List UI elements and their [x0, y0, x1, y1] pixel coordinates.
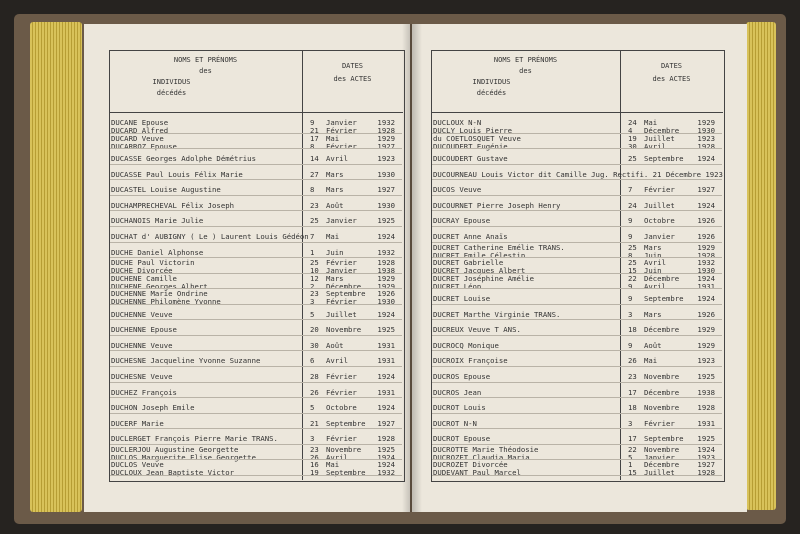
entry-date-day: 3 [310, 297, 315, 307]
entry-date-year: 1931 [697, 418, 715, 428]
header-dates-sub: des ACTES [652, 75, 691, 83]
entry-name: DUCROIX Françoise [433, 356, 508, 366]
entry-date-day: 5 [310, 309, 315, 319]
entry-date-month: Octobre [644, 216, 675, 226]
entry-date-year: 1926 [697, 216, 715, 226]
entry-date-month: Mai [326, 231, 340, 241]
entry-name: DUCOUDERT Gustave [433, 154, 508, 164]
header-names-title: NOMS ET PRÉNOMS [173, 56, 238, 64]
entry-date-day: 7 [628, 185, 633, 195]
entry-date-year: 1931 [697, 281, 715, 291]
entry-date-day: 3 [628, 309, 633, 319]
entry-date-month: Mars [326, 273, 344, 283]
entry-name: DUCRET Catherine Emélie TRANS. [433, 242, 565, 252]
entry-date-day: 5 [310, 403, 315, 413]
entry-date-month: Mai [326, 460, 340, 470]
entry-date-day: 25 [310, 258, 319, 268]
entry-name: DUCRET Emile Célestin [433, 250, 526, 260]
entry-date-year: 1928 [377, 434, 395, 444]
entry-name: DUCROZET Claudia Maria [433, 452, 530, 462]
entry-date-day: 5 [628, 452, 633, 462]
entry-name: DUCHON Joseph Emile [111, 403, 195, 413]
entry-date-year: 1925 [377, 325, 395, 335]
entry-date-month: Novembre [644, 444, 680, 454]
entry-date-month: Septembre [644, 434, 684, 444]
entry-date-day: 7 [310, 231, 315, 241]
entry-date-month: Novembre [326, 325, 362, 335]
entry-date-year: 1924 [697, 444, 715, 454]
entry-date-year: 1932 [377, 118, 395, 127]
entry-date-month: Octobre [326, 403, 357, 413]
entry-date-month: Février [326, 387, 357, 397]
entry-date-year: 1927 [697, 185, 715, 195]
entry-name: DUCLERGET François Pierre Marie TRANS. [111, 434, 278, 444]
entry-date-day: 4 [628, 126, 633, 135]
entry-date-month: Novembre [326, 444, 362, 454]
entry-name: DUCHE Daniel Alphonse [111, 247, 204, 257]
entry-date-year: 1928 [697, 250, 715, 260]
entry-name: DUCROT Louis [433, 403, 486, 413]
entry-date-month: Février [326, 297, 357, 307]
entry-date-year: 1930 [377, 200, 395, 210]
entry-name: DUCHE Paul Victorin [111, 258, 195, 268]
entry-date-month: Mai [644, 118, 658, 127]
entry-name: DUCHENNE Philomène Yvonne [111, 297, 221, 307]
entry-date-day: 17 [310, 133, 319, 143]
header-divider [431, 112, 723, 113]
entry-date-month: Décembre [644, 387, 680, 397]
entry-date-year: 1924 [377, 403, 395, 413]
entry-name: DUCOS Veuve [433, 185, 482, 195]
entry-date-month: Novembre [644, 403, 680, 413]
entry-date-year: 1929 [377, 273, 395, 283]
entry-date-year: 1927 [377, 141, 395, 151]
book-gutter [402, 24, 422, 512]
entry-date-day: 6 [310, 356, 315, 366]
entry-rule [432, 475, 722, 476]
entry-name: DUCHENNE Epouse [111, 325, 177, 335]
entry-name: DUCROTTE Marie Théodosie [433, 444, 539, 454]
entry-date-day: 26 [310, 452, 319, 462]
entry-date-day: 8 [310, 141, 315, 151]
entry-name: DUCROCQ Monique [433, 340, 499, 350]
entry-date-year: 1932 [697, 258, 715, 268]
entry-date-day: 17 [628, 387, 637, 397]
entry-date-month: Septembre [326, 289, 366, 299]
entry-name: DUCASSE Georges Adolphe Démétrius [111, 154, 256, 164]
entry-date-year: 1924 [377, 309, 395, 319]
entry-date-day: 18 [628, 325, 637, 335]
entry-date-month: Décembre [326, 281, 362, 291]
entry-date-day: 22 [628, 444, 637, 454]
entry-date-day: 9 [628, 340, 633, 350]
entry-date-year: 1923 [377, 154, 395, 164]
entry-date-year: 1925 [697, 372, 715, 382]
entry-name: DUCRET Louise [433, 294, 491, 304]
entry-date-day: 14 [310, 154, 319, 164]
entry-date-month: Mars [644, 242, 662, 252]
entry-date-day: 3 [310, 434, 315, 444]
entry-date-year: 1924 [377, 372, 395, 382]
header-divider [109, 112, 403, 113]
entry-date-month: Novembre [644, 372, 680, 382]
entry-date-year: 1924 [697, 273, 715, 283]
entry-name: DUCARD Alfred [111, 126, 169, 135]
entry-date-year: 1932 [377, 468, 395, 478]
entry-date-year: 1929 [697, 325, 715, 335]
entry-name: DUCARROZ Epouse [111, 141, 177, 151]
entry-date-year: 1929 [697, 340, 715, 350]
header-dates-title: DATES [660, 62, 683, 70]
entry-date-day: 23 [310, 200, 319, 210]
entry-date-day: 23 [310, 444, 319, 454]
entry-name: DUCROT N-N [433, 418, 477, 428]
entry-date-month: Mars [644, 309, 662, 319]
entry-date-day: 25 [628, 258, 637, 268]
entry-date-day: 20 [310, 325, 319, 335]
page-edges-left [30, 22, 82, 512]
entry-date-month: Août [326, 340, 344, 350]
entry-name: DUCHANOIS Marie Julie [111, 216, 204, 226]
entry-date-month: Mai [326, 133, 340, 143]
entry-date-year: 1929 [697, 242, 715, 252]
header-names-individus: INDIVIDUS [152, 78, 191, 86]
entry-name: DUCHAMPRECHEVAL Félix Joseph [111, 200, 235, 210]
entry-name: DUCHE Divorcée [111, 266, 173, 276]
entry-date-year: 1928 [697, 403, 715, 413]
entry-name: DUCRET Marthe Virginie TRANS. [433, 309, 561, 319]
entry-name: DUCROS Epouse [433, 372, 491, 382]
entry-date-day: 26 [310, 387, 319, 397]
entry-date-day: 9 [628, 231, 633, 241]
entry-date-year: 1930 [377, 169, 395, 179]
entry-date-year: 1938 [377, 266, 395, 276]
header-names-individus: INDIVIDUS [472, 78, 511, 86]
entry-date-day: 1 [628, 460, 633, 470]
entry-date-year: 1924 [377, 460, 395, 470]
header-names-des: des [199, 67, 212, 75]
entry-name: DUCLY Louis Pierre [433, 126, 513, 135]
entry-date-year: 1925 [697, 434, 715, 444]
entry-name: DUCHEZ François [111, 387, 177, 397]
entry-date-month: Avril [644, 141, 666, 151]
entry-date-day: 9 [628, 281, 633, 291]
entry-date-day: 19 [628, 133, 637, 143]
entry-name: DUCHENE Camille [111, 273, 177, 283]
entry-name: DUCHENE Georges Albert [111, 281, 208, 291]
entry-date-day: 26 [628, 356, 637, 366]
entry-date-month: Février [326, 258, 357, 268]
entry-name: DUCROT Epouse [433, 434, 491, 444]
entry-name: DUCLOUX Jean Baptiste Victor [111, 468, 235, 478]
entry-date-year: 1928 [377, 126, 395, 135]
entry-date-month: Février [326, 434, 357, 444]
entry-date-month: Décembre [644, 325, 680, 335]
entry-date-year: 1924 [697, 200, 715, 210]
entry-date-year: 1925 [377, 216, 395, 226]
entry-name: DUCHENNE Marie Ondrine [111, 289, 208, 299]
entry-date-month: Janvier [326, 266, 357, 276]
entry-date-year: 1925 [377, 444, 395, 454]
entry-date-month: Mars [326, 169, 344, 179]
entry-name: DUCLOS Marguerite Elise Georgette [111, 452, 256, 462]
entry-date-month: Avril [326, 356, 348, 366]
entry-date-year: 1932 [377, 247, 395, 257]
entry-date-day: 9 [628, 294, 633, 304]
entry-name: DUCHAT d' AUBIGNY ( Le ) Laurent Louis Gédéon [111, 231, 309, 241]
entry-date-day: 17 [628, 434, 637, 444]
entry-name: DUCASTEL Louise Augustine [111, 185, 221, 195]
entry-date-month: Avril [326, 452, 348, 462]
entry-name: DUCRET Gabrielle [433, 258, 504, 268]
header-names-decedes: décédés [476, 89, 507, 97]
entry-date-year: 1926 [697, 309, 715, 319]
entry-date-day: 8 [628, 250, 633, 260]
entry-date-month: Juillet [326, 309, 357, 319]
entry-date-year: 1927 [377, 185, 395, 195]
header-dates-title: DATES [341, 62, 364, 70]
entry-date-day: 15 [628, 266, 637, 276]
entry-name: DUDEVANT Paul Marcel [433, 468, 521, 478]
entry-date-month: Janvier [644, 452, 675, 462]
entry-date-year: 1924 [377, 231, 395, 241]
entry-name: DUCASSE Paul Louis Félix Marie [111, 169, 243, 179]
entry-date-month: Juillet [644, 133, 675, 143]
entry-date-month: Février [326, 372, 357, 382]
entry-date-year: 1926 [697, 231, 715, 241]
entry-date-year: 1923 [697, 452, 715, 462]
entry-date-year: 1927 [697, 460, 715, 470]
entry-date-year: 1923 [697, 356, 715, 366]
entry-date-year: 1931 [377, 387, 395, 397]
entry-date-day: 19 [310, 468, 319, 478]
entry-date-month: Août [644, 340, 662, 350]
entry-date-month: Décembre [644, 460, 680, 470]
entry-name: DUCREUX Veuve T ANS. [433, 325, 521, 335]
entry-name: DUCOUDERT Eugénie [433, 141, 508, 151]
entry-date-day: 9 [628, 216, 633, 226]
entry-date-day: 23 [310, 289, 319, 299]
entry-date-month: Février [644, 185, 675, 195]
entry-date-day: 2 [310, 281, 315, 291]
entry-date-year: 1929 [377, 281, 395, 291]
header-names-title: NOMS ET PRÉNOMS [493, 56, 558, 64]
entry-date-day: 22 [628, 273, 637, 283]
entry-date-day: 8 [310, 185, 315, 195]
entry-name: DUCRET Anne Anaïs [433, 231, 508, 241]
entry-name: DUCHESNE Veuve [111, 372, 173, 382]
entry-date-month: Février [326, 141, 357, 151]
entry-name: DUCLERJOU Augustine Georgette [111, 444, 239, 454]
entry-date-day: 23 [628, 372, 637, 382]
entry-name: DUCHENNE Veuve [111, 309, 173, 319]
entry-name: DUCRAY Epouse [433, 216, 491, 226]
entry-date-year: 1931 [377, 356, 395, 366]
entry-date-day: 12 [310, 273, 319, 283]
entry-date-year: 1930 [697, 126, 715, 135]
entry-date-year: 1923 [697, 133, 715, 143]
entry-name: DUCROZET Divorcée [433, 460, 508, 470]
entry-date-month: Avril [326, 154, 348, 164]
entry-date-month: Janvier [326, 216, 357, 226]
entry-date-month: Septembre [644, 294, 684, 304]
entry-date-month: Avril [644, 258, 666, 268]
entry-date-day: 28 [310, 372, 319, 382]
entry-date-day: 30 [310, 340, 319, 350]
entry-name: DUCARD Veuve [111, 133, 164, 143]
entry-name: DUCOURNET Pierre Joseph Henry [433, 200, 561, 210]
entry-date-month: Février [326, 126, 357, 135]
entry-name: DUCLOUX N-N [433, 118, 482, 127]
entry-date-day: 24 [628, 118, 637, 127]
entry-date-month: Août [326, 200, 344, 210]
entry-date-month: Juillet [644, 200, 675, 210]
entry-date-year: 1928 [377, 258, 395, 268]
entry-date-day: 30 [628, 141, 637, 151]
entry-date-day: 9 [310, 118, 315, 127]
entry-rule [110, 475, 402, 476]
entry-date-month: Septembre [326, 468, 366, 478]
entry-date-month: Septembre [644, 154, 684, 164]
entry-date-month: Septembre [326, 418, 366, 428]
entry-date-year: 1930 [697, 266, 715, 276]
entry-date-month: Décembre [644, 126, 680, 135]
entry-date-year: 1928 [697, 468, 715, 478]
entry-date-day: 25 [628, 154, 637, 164]
entry-date-day: 1 [310, 247, 315, 257]
entry-date-day: 24 [628, 200, 637, 210]
entry-date-year: 1924 [697, 294, 715, 304]
entry-date-year: 1929 [697, 118, 715, 127]
header-dates-sub: des ACTES [333, 75, 372, 83]
entry-name: DUCHENNE Veuve [111, 340, 173, 350]
entry-date-month: Mai [644, 356, 658, 366]
entry-date-month: Juin [644, 266, 662, 276]
entry-date-year: 1928 [697, 141, 715, 151]
entry-name: DUCHESNE Jacqueline Yvonne Suzanne [111, 356, 261, 366]
entry-date-day: 21 [310, 418, 319, 428]
entry-name: du COETLOSQUET Veuve [433, 133, 521, 143]
page-edges-right [746, 22, 776, 510]
entry-date-month: Décembre [644, 273, 680, 283]
entry-date-year: 1927 [377, 418, 395, 428]
entry-name: DUCANE Epouse [111, 118, 169, 127]
entry-date-year: 1929 [377, 133, 395, 143]
entry-name: DUCRET Léon [433, 281, 482, 291]
entry-date-month: Mars [326, 185, 344, 195]
entry-date-year: 1938 [697, 387, 715, 397]
entry-date-day: 21 [310, 126, 319, 135]
entry-date-month: Janvier [644, 231, 675, 241]
entry-date-day: 10 [310, 266, 319, 276]
entry-date-day: 16 [310, 460, 319, 470]
entry-date-month: Juillet [644, 468, 675, 478]
entry-name: DUCLOS Veuve [111, 460, 164, 470]
entry-date-year: 1930 [377, 297, 395, 307]
entry-date-day: 27 [310, 169, 319, 179]
entry-date-year: 1926 [377, 289, 395, 299]
entry-date-year: 1931 [377, 340, 395, 350]
entry-date-month: Juin [644, 250, 662, 260]
entry-date-day: 25 [310, 216, 319, 226]
entry-date-month: Janvier [326, 118, 357, 127]
entry-date-day: 3 [628, 418, 633, 428]
entry-date-day: 18 [628, 403, 637, 413]
entry-name: DUCRET Joséphine Amélie [433, 273, 535, 283]
entry-date-month: Février [644, 418, 675, 428]
entry-date-day: 15 [628, 468, 637, 478]
entry-name: DUCRET Jacques Albert [433, 266, 526, 276]
entry-name: DUCERF Marie [111, 418, 164, 428]
header-names-decedes: décédés [156, 89, 187, 97]
entry-name: DUCOURNEAU Louis Victor dit Camille Jug. Rectifi. 21 Décembre 1923 [433, 169, 723, 179]
entry-date-year: 1924 [377, 452, 395, 462]
entry-date-year: 1924 [697, 154, 715, 164]
entry-date-day: 25 [628, 242, 637, 252]
entry-name: DUCROS Jean [433, 387, 482, 397]
header-names-des: des [519, 67, 532, 75]
entry-date-month: Avril [644, 281, 666, 291]
entry-date-month: Juin [326, 247, 344, 257]
